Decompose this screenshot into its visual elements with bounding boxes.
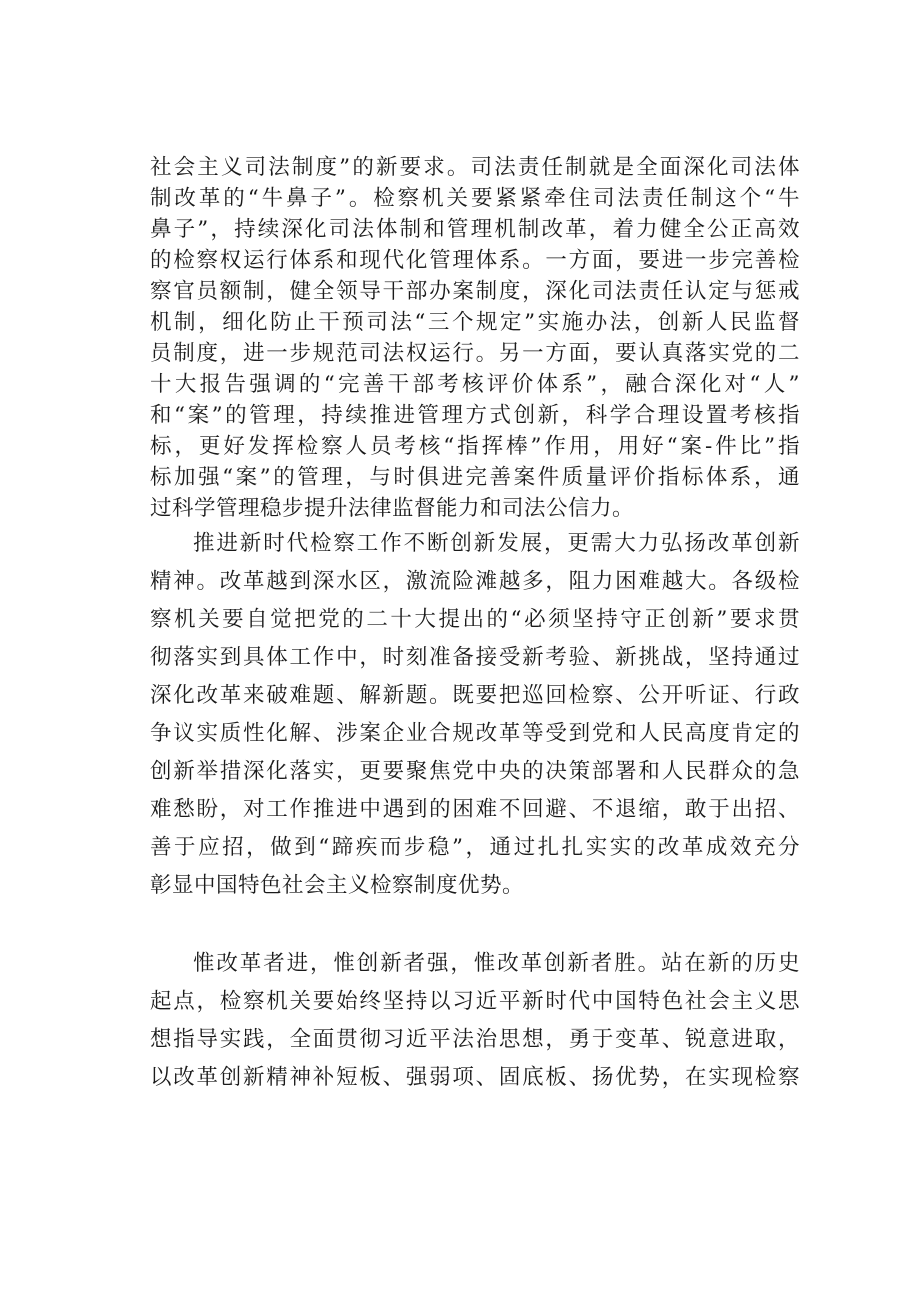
paragraph-line: 争议实质性化解、涉案企业合规改革等受到党和人民高度肯定的 — [150, 721, 800, 746]
paragraph-line: 鼻子”，持续深化司法体制和管理机制改革，着力健全公正高效 — [150, 217, 800, 242]
paragraph-line: 创新举措深化落实，更要聚焦党中央的决策部署和人民群众的急 — [150, 759, 800, 784]
paragraph-line: 标加强“案”的管理，与时俱进完善案件质量评价指标体系，通 — [150, 465, 800, 490]
paragraph-line: 以改革创新精神补短板、强弱项、固底板、扬优势，在实现检察 — [150, 1065, 800, 1090]
paragraph-line: 善于应招，做到“蹄疾而步稳”，通过扎扎实实的改革成效充分 — [150, 835, 800, 860]
paragraph-line: 员制度，进一步规范司法权运行。另一方面，要认真落实党的二 — [150, 341, 800, 366]
paragraph-line: 精神。改革越到深水区，激流险滩越多，阻力困难越大。各级检 — [150, 569, 800, 594]
paragraph-line: 推进新时代检察工作不断创新发展，更需大力弘扬改革创新 — [193, 531, 800, 556]
paragraph-line: 十大报告强调的“完善干部考核评价体系”，融合深化对“人” — [150, 372, 800, 397]
paragraph-line: 想指导实践，全面贯彻习近平法治思想，勇于变革、锐意进取， — [150, 1027, 800, 1052]
paragraph-line: 察机关要自觉把党的二十大提出的“必须坚持守正创新”要求贯 — [150, 607, 800, 632]
paragraph-line: 惟改革者进，惟创新者强，惟改革创新者胜。站在新的历史 — [193, 951, 800, 976]
paragraph-line: 彰显中国特色社会主义检察制度优势。 — [150, 873, 525, 898]
paragraph-line: 难愁盼，对工作推进中遇到的困难不回避、不退缩，敢于出招、 — [150, 797, 800, 822]
paragraph-line: 机制，细化防止干预司法“三个规定”实施办法，创新人民监督 — [150, 310, 800, 335]
paragraph-line: 彻落实到具体工作中，时刻准备接受新考验、新挑战，坚持通过 — [150, 645, 800, 670]
paragraph-1 — [150, 152, 800, 524]
paragraph-line: 起点，检察机关要始终坚持以习近平新时代中国特色社会主义思 — [150, 989, 800, 1014]
paragraph-line: 察官员额制，健全领导干部办案制度，深化司法责任认定与惩戒 — [150, 279, 800, 304]
paragraph-3 — [150, 945, 800, 1097]
paragraph-line: 和“案”的管理，持续推进管理方式创新，科学合理设置考核指 — [150, 403, 800, 428]
paragraph-line: 的检察权运行体系和现代化管理体系。一方面，要进一步完善检 — [150, 248, 800, 273]
paragraph-line: 标，更好发挥检察人员考核“指挥棒”作用，用好“案-件比”指 — [150, 434, 800, 459]
paragraph-line: 制改革的“牛鼻子”。检察机关要紧紧牵住司法责任制这个“牛 — [150, 186, 800, 211]
paragraph-line: 深化改革来破难题、解新题。既要把巡回检察、公开听证、行政 — [150, 683, 800, 708]
paragraph-line: 过科学管理稳步提升法律监督能力和司法公信力。 — [150, 496, 635, 521]
paragraph-line: 社会主义司法制度”的新要求。司法责任制就是全面深化司法体 — [150, 155, 800, 180]
paragraph-2 — [150, 525, 800, 905]
